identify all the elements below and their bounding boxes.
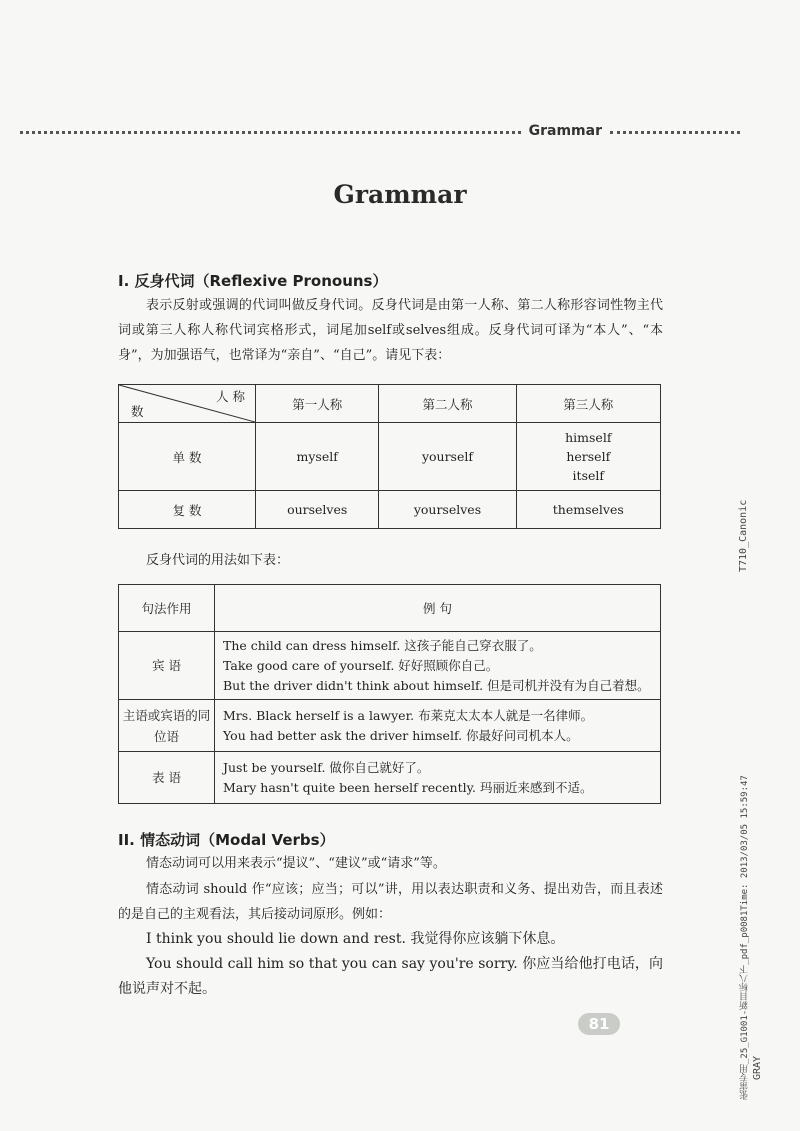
corner-label-person: 人 称 bbox=[216, 389, 245, 404]
usage-examples bbox=[215, 700, 661, 752]
table-cell: themselves bbox=[516, 491, 660, 529]
usage-intro: 反身代词的用法如下表： bbox=[146, 553, 290, 568]
example-sentence: Mrs. Black herself is a lawyer. 布莱克太太本人就是一名律师。 bbox=[223, 707, 594, 723]
corner-label-number: 数 bbox=[131, 404, 144, 419]
table-corner-cell bbox=[119, 385, 256, 423]
header-dots-left bbox=[20, 131, 521, 134]
example-sentence: I think you should lie down and rest. 我觉得你应该躺下休息。 bbox=[146, 931, 565, 947]
example-sentence: Take good care of yourself. 好好照顾你自己。 bbox=[223, 657, 499, 673]
page-number: 81 bbox=[578, 1013, 620, 1035]
margin-note-timestamp: 张雷专用_25_G1001-新目标八下_pdf_p0081Time: 2013/03/05 15:59:47 bbox=[740, 775, 750, 1100]
usage-examples bbox=[215, 752, 661, 804]
example-sentence: But the driver didn't think about himself. 但是司机并没有为自己着想。 bbox=[223, 677, 650, 693]
column-header: 第二人称 bbox=[379, 385, 516, 423]
row-label: 单 数 bbox=[119, 423, 256, 491]
usage-table bbox=[118, 584, 661, 804]
example-sentence: The child can dress himself. 这孩子能自己穿衣服了。 bbox=[223, 637, 542, 653]
table-cell: yourself bbox=[379, 423, 516, 491]
usage-function: 主语或宾语的同位语 bbox=[119, 700, 215, 752]
section2-paragraph: 情态动词可以用来表示“提议”、“建议”或“请求”等。 bbox=[146, 856, 446, 871]
margin-note-canonic: T710_Canonic bbox=[738, 499, 749, 572]
table-cell: myself bbox=[256, 423, 379, 491]
header-dots-right bbox=[610, 131, 740, 134]
page-title: Grammar bbox=[333, 180, 467, 209]
usage-function: 表 语 bbox=[119, 752, 215, 804]
column-header: 第一人称 bbox=[256, 385, 379, 423]
row-label: 复 数 bbox=[119, 491, 256, 529]
column-header: 第三人称 bbox=[516, 385, 660, 423]
example-sentence: Mary hasn't quite been herself recently. 玛丽近来感到不适。 bbox=[223, 779, 593, 795]
section1-intro: 表示反射或强调的代词叫做反身代词。反身代词是由第一人称、第二人称形容词性物主代词或第三人称人称代词宾格形式，词尾加self或selves组成。反身代词可译为“本人”、“本身”，为加强语气，也常译为“亲自”、“自己”。请见下表： bbox=[118, 298, 663, 363]
margin-note-gray: GRAY bbox=[752, 1055, 763, 1080]
section2-paragraph: 情态动词 should 作“应该；应当；可以”讲，用以表达职责和义务、提出劝告，而且表述的是自己的主观看法，其后接动词原形。例如： bbox=[118, 882, 663, 922]
usage-examples bbox=[215, 632, 661, 700]
example-sentence: You had better ask the driver himself. 你最好问司机本人。 bbox=[223, 727, 579, 743]
reflexive-pronoun-table bbox=[118, 384, 661, 529]
example-sentence: Just be yourself. 做你自己就好了。 bbox=[223, 759, 430, 775]
table-cell: ourselves bbox=[256, 491, 379, 529]
usage-header-example: 例 句 bbox=[215, 585, 661, 632]
header-rule bbox=[20, 123, 740, 139]
usage-header-function: 句法作用 bbox=[119, 585, 215, 632]
example-sentence: You should call him so that you can say you're sorry. 你应当给他打电话，向他说声对不起。 bbox=[118, 956, 663, 997]
table-cell: himself herself itself bbox=[516, 423, 660, 491]
usage-function: 宾 语 bbox=[119, 632, 215, 700]
table-cell: yourselves bbox=[379, 491, 516, 529]
section2-heading: II. 情态动词（Modal Verbs） bbox=[118, 831, 335, 849]
running-header: Grammar bbox=[528, 123, 602, 139]
section1-heading: I. 反身代词（Reflexive Pronouns） bbox=[118, 272, 388, 290]
